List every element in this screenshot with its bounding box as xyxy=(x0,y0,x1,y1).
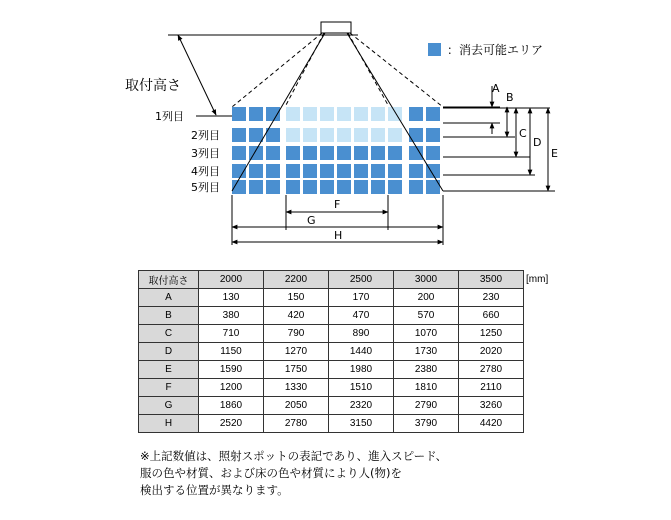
detection-spot xyxy=(266,164,280,178)
detection-spot xyxy=(354,107,368,121)
table-cell: 660 xyxy=(459,307,524,325)
detection-spot xyxy=(303,128,317,142)
table-row-label: H xyxy=(139,415,199,433)
table-cell: 1150 xyxy=(199,343,264,361)
table-cell: 2780 xyxy=(459,361,524,379)
table-cell: 1070 xyxy=(394,325,459,343)
detection-spot xyxy=(286,180,300,194)
table-row xyxy=(139,343,524,361)
detection-spot xyxy=(320,107,334,121)
table-cell: 1590 xyxy=(199,361,264,379)
table-cell: 710 xyxy=(199,325,264,343)
detection-spot xyxy=(320,164,334,178)
table-cell: 2780 xyxy=(264,415,329,433)
detection-spot xyxy=(409,128,423,142)
detection-spot xyxy=(286,164,300,178)
detection-spot xyxy=(388,107,402,121)
table-row-label: C xyxy=(139,325,199,343)
table-row xyxy=(139,361,524,379)
detection-spot xyxy=(371,180,385,194)
table-cell: 130 xyxy=(199,289,264,307)
detection-spot xyxy=(354,128,368,142)
detection-spot xyxy=(249,107,263,121)
table-row xyxy=(139,325,524,343)
table-cell: 3790 xyxy=(394,415,459,433)
table-cell: 470 xyxy=(329,307,394,325)
beam-lines xyxy=(232,33,443,107)
table-header-cell: 3000 xyxy=(394,271,459,289)
detection-spot xyxy=(303,180,317,194)
dim-F-label: F xyxy=(334,198,341,211)
detection-spot xyxy=(426,107,440,121)
table-cell: 790 xyxy=(264,325,329,343)
detection-spot xyxy=(354,146,368,160)
row-label-5: 5列目 xyxy=(191,181,220,194)
detection-spot xyxy=(232,128,246,142)
table-cell: 1440 xyxy=(329,343,394,361)
detection-spot xyxy=(320,146,334,160)
mount-height-label: 取付高さ xyxy=(125,78,181,94)
reference-lines xyxy=(443,107,555,191)
unit-label: [mm] xyxy=(526,274,549,285)
table-cell: 200 xyxy=(394,289,459,307)
detection-spot xyxy=(388,128,402,142)
detection-spot xyxy=(354,180,368,194)
detection-spot xyxy=(337,107,351,121)
detection-spot xyxy=(371,107,385,121)
dim-B-label: B xyxy=(506,91,514,104)
table-cell: 1250 xyxy=(459,325,524,343)
table-header-cell: 3500 xyxy=(459,271,524,289)
table-row xyxy=(139,415,524,433)
detection-spot xyxy=(409,164,423,178)
table-cell: 1860 xyxy=(199,397,264,415)
table-cell: 570 xyxy=(394,307,459,325)
table-cell: 2380 xyxy=(394,361,459,379)
detection-spot xyxy=(249,180,263,194)
table-cell: 1730 xyxy=(394,343,459,361)
dim-E-label: E xyxy=(551,147,558,160)
dim-D-label: D xyxy=(533,136,542,149)
spot-grid xyxy=(232,107,440,194)
table-row-label: B xyxy=(139,307,199,325)
table-row-label: G xyxy=(139,397,199,415)
detection-spot xyxy=(388,164,402,178)
table-cell: 2110 xyxy=(459,379,524,397)
table-cell: 2790 xyxy=(394,397,459,415)
table-cell: 1750 xyxy=(264,361,329,379)
row-label-1: 1列目 xyxy=(155,110,184,123)
table-cell: 150 xyxy=(264,289,329,307)
footnote-line: ※上記数値は、照射スポットの表記であり、進入スピード、 xyxy=(140,449,448,463)
table-header-cell: 取付高さ xyxy=(139,271,199,289)
table-cell: 1330 xyxy=(264,379,329,397)
detection-spot xyxy=(371,146,385,160)
table-row xyxy=(139,307,524,325)
table-cell: 420 xyxy=(264,307,329,325)
footnote-line: 服の色や材質、および床の色や材質により人(物)を xyxy=(140,466,402,480)
detection-spot xyxy=(303,146,317,160)
legend-label: ：消去可能エリア xyxy=(447,43,544,57)
table-row xyxy=(139,397,524,415)
legend-swatch xyxy=(428,43,441,56)
detection-spot xyxy=(337,164,351,178)
table-cell: 1510 xyxy=(329,379,394,397)
detection-spot xyxy=(388,146,402,160)
spec-table xyxy=(138,270,524,433)
detection-spot xyxy=(303,107,317,121)
detection-spot xyxy=(249,164,263,178)
table-row-label: A xyxy=(139,289,199,307)
table-header-cell: 2500 xyxy=(329,271,394,289)
dim-C-label: C xyxy=(519,127,527,140)
detection-spot xyxy=(371,164,385,178)
row-label-3: 3列目 xyxy=(191,147,220,160)
detection-spot xyxy=(266,146,280,160)
table-cell: 380 xyxy=(199,307,264,325)
detection-spot xyxy=(286,128,300,142)
detection-spot xyxy=(337,180,351,194)
detection-spot xyxy=(337,128,351,142)
dim-A-label: A xyxy=(492,82,500,95)
sensor xyxy=(321,22,351,33)
row-label-4: 4列目 xyxy=(191,165,220,178)
table-cell: 2020 xyxy=(459,343,524,361)
table-header-row xyxy=(139,271,524,289)
table-cell: 230 xyxy=(459,289,524,307)
detection-spot xyxy=(354,164,368,178)
footnote xyxy=(140,448,447,499)
table-cell: 1810 xyxy=(394,379,459,397)
detection-spot xyxy=(409,180,423,194)
detection-spot xyxy=(232,107,246,121)
detection-spot xyxy=(409,107,423,121)
table-cell: 2320 xyxy=(329,397,394,415)
dim-H-label: H xyxy=(334,229,343,242)
detection-spot xyxy=(320,180,334,194)
table-cell: 4420 xyxy=(459,415,524,433)
table-cell: 1200 xyxy=(199,379,264,397)
table-cell: 3150 xyxy=(329,415,394,433)
detection-spot xyxy=(426,128,440,142)
table-cell: 3260 xyxy=(459,397,524,415)
table-cell: 890 xyxy=(329,325,394,343)
table-cell: 2520 xyxy=(199,415,264,433)
footnote-line: 検出する位置が異なります。 xyxy=(140,483,289,497)
detection-spot xyxy=(409,146,423,160)
detection-spot xyxy=(232,146,246,160)
detection-spot xyxy=(320,128,334,142)
table-cell: 1980 xyxy=(329,361,394,379)
mount-height-line xyxy=(178,35,216,115)
table-header-cell: 2000 xyxy=(199,271,264,289)
table-row-label: F xyxy=(139,379,199,397)
detection-spot xyxy=(303,164,317,178)
table-header-cell: 2200 xyxy=(264,271,329,289)
table-row xyxy=(139,379,524,397)
detection-spot xyxy=(426,146,440,160)
detection-spot xyxy=(337,146,351,160)
detection-spot xyxy=(388,180,402,194)
detection-spot xyxy=(371,128,385,142)
detection-spot xyxy=(286,146,300,160)
detection-spot xyxy=(266,180,280,194)
table-row-label: D xyxy=(139,343,199,361)
row-label-2: 2列目 xyxy=(191,129,220,142)
detection-spot xyxy=(249,128,263,142)
dim-G-label: G xyxy=(307,214,316,227)
table-cell: 1270 xyxy=(264,343,329,361)
table-row-label: E xyxy=(139,361,199,379)
table-row xyxy=(139,289,524,307)
table-cell: 2050 xyxy=(264,397,329,415)
detection-spot xyxy=(286,107,300,121)
table-cell: 170 xyxy=(329,289,394,307)
